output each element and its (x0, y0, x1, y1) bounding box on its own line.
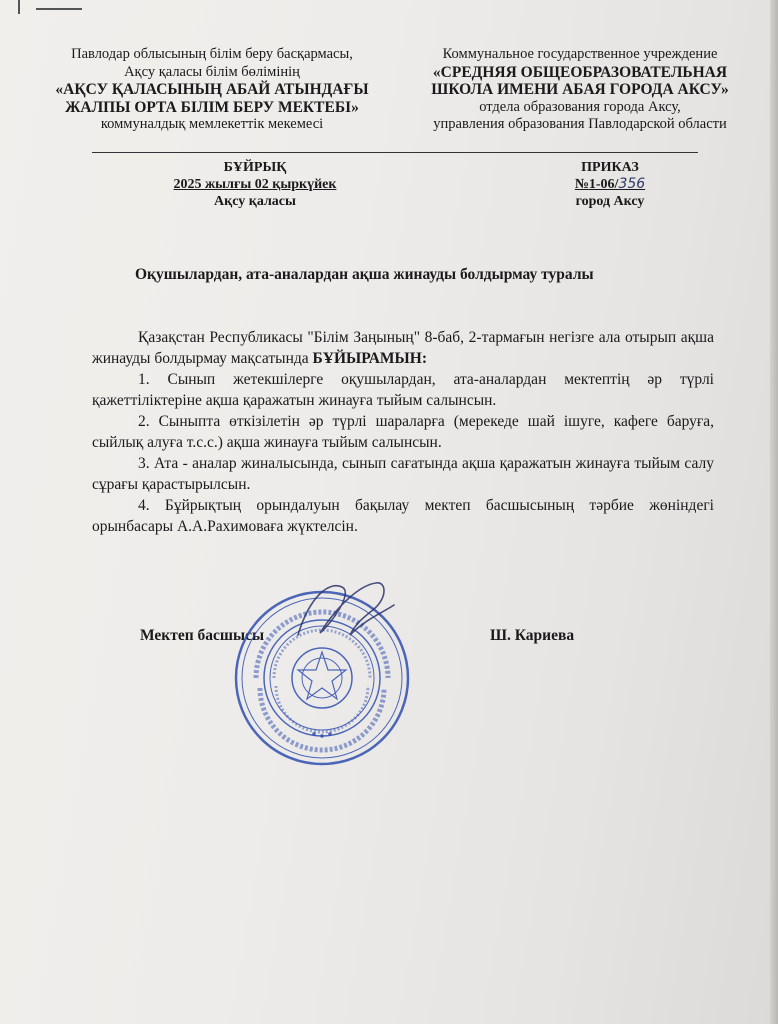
header-kz-name1: «АҚСУ ҚАЛАСЫНЫҢ АБАЙ АТЫНДАҒЫ (55, 81, 369, 98)
order-ru-number-prefix: №1-06/ (574, 177, 619, 192)
body-item-1: 1. Сынып жетекшілерге оқушылардан, ата-аналардан мектептің әр түрлі қажеттіліктеріне ақша қаражатын жинауға тыйым салынсын. (92, 371, 714, 409)
order-ru-number-handwritten: 356 (618, 176, 646, 192)
order-kz-city: Ақсу қаласы (214, 194, 296, 209)
body-intro-text: Қазақстан Республикасы "Білім Заңының" 8-баб, 2-тармағын негізге ала отырып ақша жинауды болдырмау мақсатында (92, 329, 714, 367)
body-item-3: 3. Ата - аналар жиналысында, сынып сағатында ақша қаражатын жинауға тыйым салу сұрағы қарастырылсын. (92, 455, 714, 493)
header-divider (92, 152, 698, 153)
paper-edge (770, 0, 778, 1024)
document-body (92, 327, 714, 537)
signature-name: Ш. Кариева (490, 627, 575, 644)
header-kz-line2: Ақсу қаласы білім бөлімінің (124, 63, 300, 80)
order-ru (540, 159, 680, 210)
header-ru (410, 46, 750, 134)
signature-position: Мектеп басшысы (140, 627, 265, 644)
order-kz-date: 2025 жылғы 02 қыркүйек (173, 177, 337, 192)
order-ru-number (540, 176, 680, 193)
order-kz-type: БҰЙРЫҚ (223, 160, 287, 175)
header-ru-line2: отдела образования города Аксу, (479, 98, 681, 115)
document-title: Оқушылардан, ата-аналардан ақша жинауды болдырмау туралы (135, 266, 594, 283)
header-kz-line1: Павлодар облысының білім беру басқармасы, (71, 46, 353, 62)
header-kz-line3: коммуналдық мемлекеттік мекемесі (100, 116, 324, 132)
order-ru-city: город Аксу (575, 194, 645, 209)
order-ru-type: ПРИКАЗ (581, 160, 639, 175)
header-kz-name2: ЖАЛПЫ ОРТА БІЛІМ БЕРУ МЕКТЕБІ» (65, 98, 359, 116)
body-item-4: 4. Бұйрықтың орындалуын бақылау мектеп басшысының тәрбие жөніндегі орынбасары А.А.Рахимоваға жүктелсін. (92, 497, 714, 535)
body-item-2: 2. Сыныпта өткізілетін әр түрлі шараларға (мерекеде шай ішуге, кафеге баруға, сыйлық алуға т.с.с.) ақша жинауға тыйым салынсын. (92, 413, 714, 451)
body-intro-bold: БҰЙЫРАМЫН: (312, 350, 427, 367)
header-ru-line1: Коммунальное государственное учреждение (442, 46, 718, 62)
body-intro (92, 327, 714, 369)
header-ru-name2: ШКОЛА ИМЕНИ АБАЯ ГОРОДА АКСУ» (431, 81, 729, 98)
order-kz (145, 159, 365, 210)
header-ru-name1: «СРЕДНЯЯ ОБЩЕОБРАЗОВАТЕЛЬНАЯ (432, 63, 728, 81)
handwritten-signature (290, 575, 400, 645)
top-marks (18, 0, 88, 14)
header-kz (22, 46, 402, 134)
header-ru-line3: управления образования Павлодарской области (433, 116, 727, 132)
